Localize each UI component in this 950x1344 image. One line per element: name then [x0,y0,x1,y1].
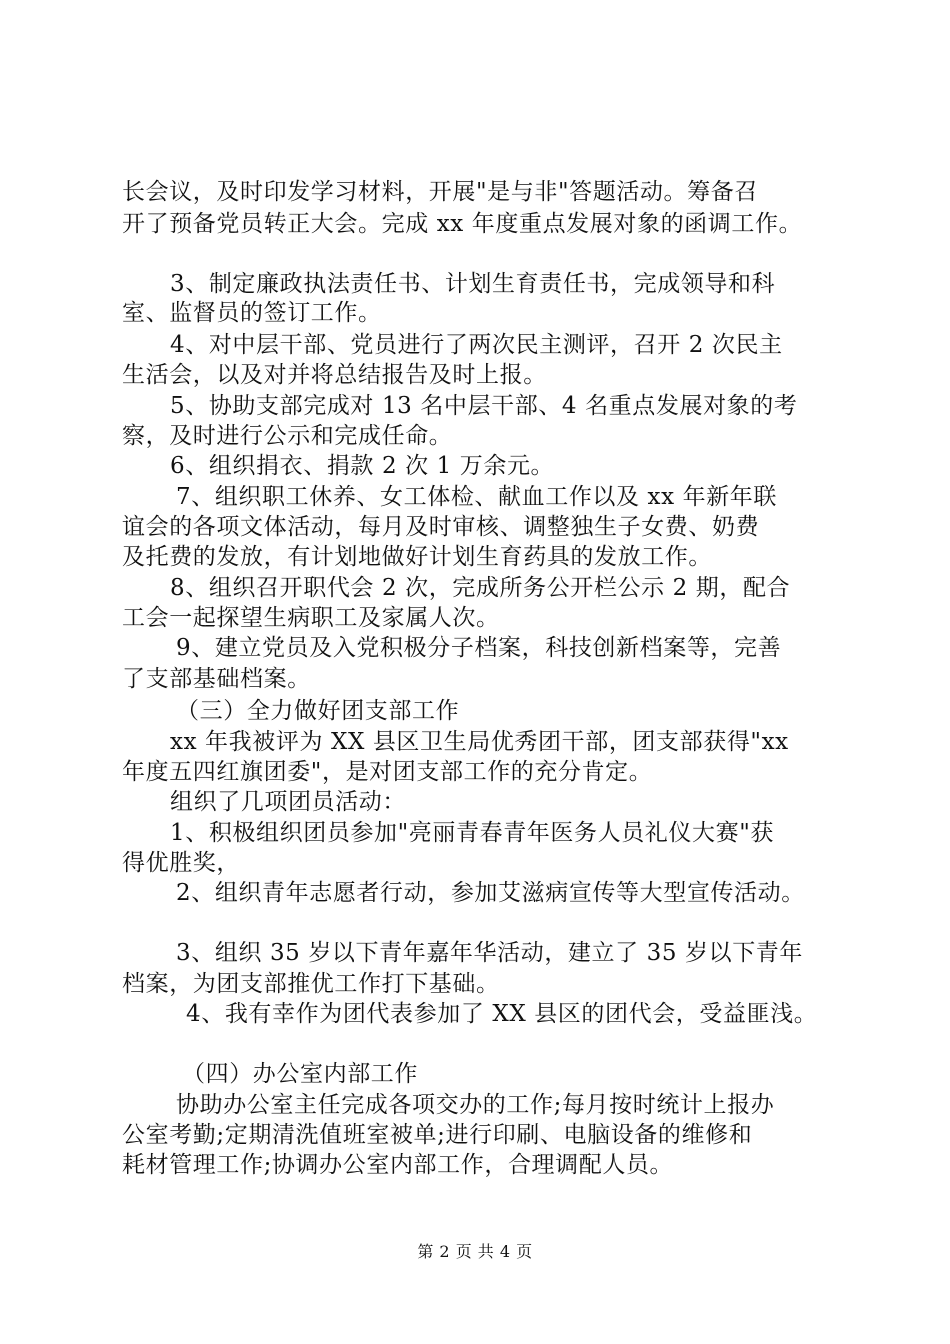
body-text-line: 年度五四红旗团委"，是对团支部工作的充分肯定。 [122,759,653,785]
body-text-line: 组织了几项团员活动： [170,789,406,815]
body-text-line: 耗材管理工作;协调办公室内部工作，合理调配人员。 [122,1152,674,1178]
body-text-line: 公室考勤;定期清洗值班室被单;进行印刷、电脑设备的维修和 [122,1122,753,1148]
body-text-line: 及托费的发放，有计划地做好计划生育药具的发放工作。 [122,544,712,570]
body-text-line: 9、建立党员及入党积极分子档案，科技创新档案等，完善 [176,635,782,661]
body-text-line: 6、组织捐衣、捐款 2 次 1 万余元。 [170,453,555,479]
body-text-line: 察，及时进行公示和完成任命。 [122,423,453,449]
body-text-line: xx 年我被评为 XX 县区卫生局优秀团干部，团支部获得"xx [170,729,789,755]
body-text-line: 谊会的各项文体活动，每月及时审核、调整独生子女费、奶费 [122,514,760,540]
body-text-line: 5、协助支部完成对 13 名中层干部、4 名重点发展对象的考 [170,393,798,419]
body-text-line: 3、组织 35 岁以下青年嘉年华活动，建立了 35 岁以下青年 [176,940,804,966]
body-text-line: 3、制定廉政执法责任书、计划生育责任书，完成领导和科 [170,271,776,297]
body-text-line: 开了预备党员转正大会。完成 xx 年度重点发展对象的函调工作。 [122,211,803,237]
body-text-line: 1、积极组织团员参加"亮丽青春青年医务人员礼仪大赛"获 [170,820,774,846]
section-heading: （四）办公室内部工作 [182,1061,418,1087]
body-text-line: 4、对中层干部、党员进行了两次民主测评，召开 2 次民主 [170,332,783,358]
body-text-line: 档案，为团支部推优工作打下基础。 [122,971,500,997]
section-heading: （三）全力做好团支部工作 [176,698,460,724]
body-text-line: 2、组织青年志愿者行动，参加艾滋病宣传等大型宣传活动。 [176,880,805,906]
body-text-line: 4、我有幸作为团代表参加了 XX 县区的团代会，受益匪浅。 [186,1001,818,1027]
body-text-line: 了支部基础档案。 [122,666,311,692]
body-text-line: 长会议，及时印发学习材料，开展"是与非"答题活动。筹备召 [122,179,758,205]
body-text-line: 7、组织职工休养、女工体检、献血工作以及 xx 年新年联 [176,484,777,510]
page-footer: 第 2 页 共 4 页 [417,1242,533,1261]
body-text-line: 协助办公室主任完成各项交办的工作;每月按时统计上报办 [176,1092,775,1118]
body-text-line: 工会一起探望生病职工及家属人次。 [122,605,500,631]
body-text-line: 室、监督员的签订工作。 [122,300,382,326]
body-text-line: 生活会，以及对并将总结报告及时上报。 [122,362,547,388]
body-text-line: 8、组织召开职代会 2 次，完成所务公开栏公示 2 期，配合 [170,575,791,601]
body-text-line: 得优胜奖， [122,850,240,876]
